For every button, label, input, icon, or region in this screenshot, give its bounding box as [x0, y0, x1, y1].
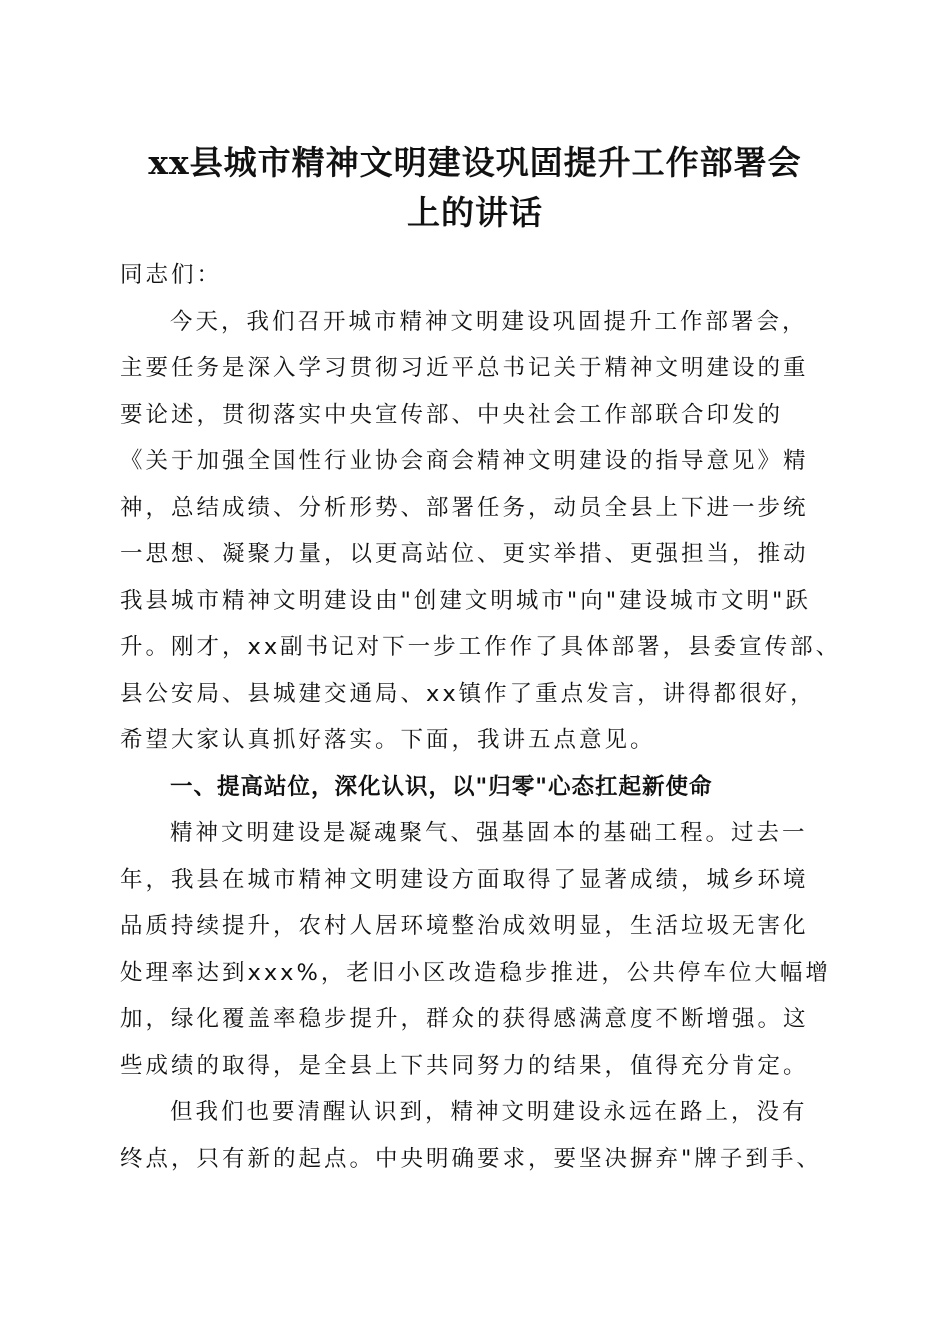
- document-title: [100, 138, 850, 238]
- paragraph-line: 今天，我们召开城市精神文明建设巩固提升工作部署会，: [170, 308, 808, 335]
- paragraph-line: 品质持续提升，农村人居环境整治成效明显，生活垃圾无害化: [120, 913, 809, 939]
- paragraph-line: 一思想、凝聚力量，以更高站位、更实举措、更强担当，推动: [120, 541, 809, 567]
- paragraph-line: 《关于加强全国性行业协会商会精神文明建设的指导意见》精: [120, 448, 809, 474]
- title-line: 上的讲话: [407, 193, 543, 232]
- paragraph-line: 要论述，贯彻落实中央宣传部、中央社会工作部联合印发的: [120, 401, 784, 428]
- paragraph-line: 希望大家认真抓好落实。下面，我讲五点意见。: [120, 727, 656, 753]
- paragraph-line: 终点，只有新的起点。中央明确要求，要坚决摒弃"牌子到手、: [120, 1145, 822, 1172]
- section-heading: 一、提高站位，深化认识，以"归零"心态扛起新使命: [170, 773, 713, 800]
- paragraph-line: 主要任务是深入学习贯彻习近平总书记关于精神文明建设的重: [120, 355, 809, 381]
- salutation: 同志们：: [120, 262, 223, 288]
- paragraph-line: 加，绿化覆盖率稳步提升，群众的获得感满意度不断增强。这: [120, 1006, 809, 1032]
- paragraph-line: 我县城市精神文明建设由"创建文明城市"向"建设城市文明"跃: [120, 587, 811, 614]
- paragraph-line: 但我们也要清醒认识到，精神文明建设永远在路上，没有: [170, 1099, 808, 1125]
- paragraph-line: 神，总结成绩、分析形势、部署任务，动员全县上下进一步统: [120, 494, 809, 521]
- paragraph-line: 年，我县在城市精神文明建设方面取得了显著成绩，城乡环境: [120, 866, 809, 893]
- paragraph-line: 县公安局、县城建交通局、xx镇作了重点发言，讲得都很好，: [120, 680, 816, 707]
- paragraph-line: 些成绩的取得，是全县上下共同努力的结果，值得充分肯定。: [120, 1052, 809, 1079]
- paragraph-line: 精神文明建设是凝魂聚气、强基固本的基础工程。过去一: [170, 820, 808, 846]
- title-line: xx县城市精神文明建设巩固提升工作部署会: [148, 143, 802, 182]
- paragraph-line: 升。刚才，xx副书记对下一步工作作了具体部署，县委宣传部、: [120, 634, 842, 660]
- paragraph-line: 处理率达到xxx%，老旧小区改造稳步推进，公共停车位大幅增: [120, 959, 831, 986]
- document-body: [120, 252, 842, 1182]
